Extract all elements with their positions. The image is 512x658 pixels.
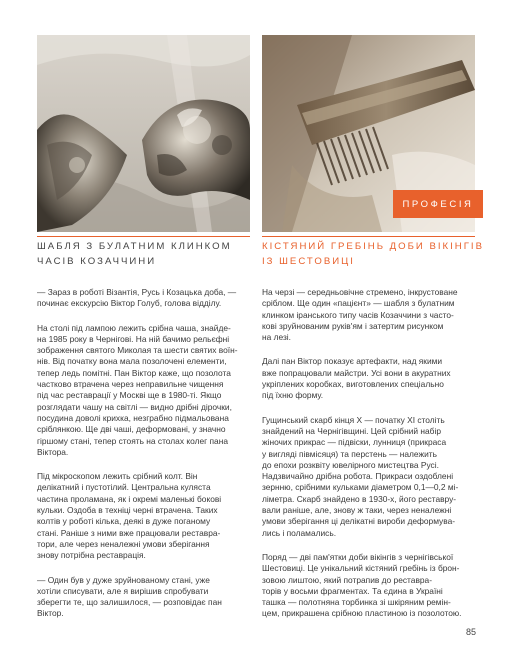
sabre-photo-image	[37, 35, 250, 232]
paragraph	[37, 575, 257, 620]
text-line: знайдений на Чернігівщині. Цей срібний набір	[262, 425, 441, 436]
paragraph	[262, 287, 482, 343]
text-line: Гущинський скарб кінця X — початку XI століть	[262, 414, 445, 425]
caption-divider-right	[262, 236, 475, 237]
text-line: знову потрібна реставрація.	[37, 550, 146, 561]
text-line: тори, але через неналежні умови зберігання	[37, 538, 210, 549]
text-line: на лезі.	[262, 332, 291, 343]
paragraph	[262, 552, 482, 620]
text-line: Шестовиці. Це унікальний кістяний гребінь із брон-	[262, 563, 460, 574]
text-line: починає екскурсію Віктор Голуб, голова відділу.	[37, 298, 222, 309]
text-line: Надзвичайно дрібна робота. Прикраси оздоблені	[262, 471, 454, 482]
paragraph	[37, 323, 257, 459]
paragraph	[262, 356, 482, 401]
text-line: у вигляді півмісяця) та перстень — належить	[262, 448, 437, 459]
photo-sabre	[37, 35, 250, 232]
text-line: Віктор.	[37, 608, 64, 619]
text-line: — Зараз в роботі Візантія, Русь і Козацька доба, —	[37, 287, 237, 297]
text-line: стані. Раніше з ними вже працювали реставра-	[37, 527, 221, 538]
text-line: Віктора.	[37, 446, 69, 457]
paragraph	[37, 287, 257, 310]
text-line: колтів у роботі кілька, деякі в дуже поганому	[37, 516, 211, 527]
text-line: частина проламана, як і окремі маленькі бокові	[37, 493, 222, 504]
text-line: укріплених коробках, виготовлених спеціально	[262, 379, 444, 390]
caption-line: ІЗ ШЕСТОВИЦІ	[262, 255, 355, 267]
text-line: нів. Від початку вона мала позолочені елементи,	[37, 356, 227, 367]
text-line: зернню, срібними кульками діаметром 0,1—0,2 мі-	[262, 482, 459, 493]
paragraph	[37, 471, 257, 561]
text-line: кульки. Оздоба в техніці черні втрачена. Таких	[37, 505, 218, 516]
text-line: Поряд — дві пам'ятки доби вікінгів з чернігівської	[262, 551, 454, 562]
caption-divider-left	[37, 236, 250, 237]
text-line: Під мікроскопом лежить срібний колт. Він	[37, 471, 198, 482]
text-line: вали раніше, але, знову ж таки, через неналежні	[262, 505, 452, 516]
text-line: На столі під лампою лежить срібна чаша, знайде-	[37, 322, 231, 333]
text-line: зображення святого Миколая та шести святих воїн-	[37, 345, 238, 356]
text-line: делікатний і пустотілий. Центральна кулястa	[37, 482, 211, 493]
text-line: частково втрачена через неправильне чищення	[37, 379, 224, 390]
text-line: умови зберігання ці делікатні вироби деформува-	[262, 516, 456, 527]
text-line: зберегти те, що залишилося, — розповідає пан	[37, 597, 222, 608]
paragraph	[262, 415, 482, 539]
text-line: посудина доволі крихка, незграбно підмальована	[37, 412, 229, 423]
caption-sabre	[37, 240, 252, 269]
text-line: зовою лиштою, який потрапив до реставра-	[262, 574, 433, 585]
text-line: цем, прикрашена срібною пластиною із позолотою.	[262, 608, 462, 619]
text-line: гіршому стані, тепер стоять на столах колег пана	[37, 435, 228, 446]
caption-comb	[262, 240, 484, 269]
text-column-right	[262, 287, 482, 633]
text-line: лись і поламались.	[262, 527, 337, 538]
caption-line: ЧАСІВ КОЗАЧЧИНИ	[37, 255, 157, 267]
text-line: розглядати чашу на світлі — видно дрібні дірочки,	[37, 401, 232, 412]
text-line: жіночих прикрас — підвіски, лунниця (прикраса	[262, 437, 447, 448]
text-line: ташка — полотняна торбинка зі шкіряним ремін-	[262, 597, 451, 608]
text-line: На черзі — середньовічне стремено, інкрустоване	[262, 287, 458, 297]
text-line: Далі пан Віктор показує артефакти, над якими	[262, 356, 443, 367]
caption-line: ШАБЛЯ З БУЛАТНИМ КЛИНКОМ	[37, 241, 232, 252]
text-column-left	[37, 287, 257, 633]
text-line: торів у восьми фрагментах. Та єдина в Україні	[262, 585, 443, 596]
text-line: під час реставрації у Москві ще в 1980-ті. Якщо	[37, 390, 222, 401]
text-line: ліметра. Скарб знайдено в 1930-х, його реставру-	[262, 493, 457, 504]
caption-line: КІСТЯНИЙ ГРЕБІНЬ ДОБИ ВІКІНГІВ	[262, 241, 484, 252]
section-badge: ПРОФЕСІЯ	[393, 190, 483, 218]
text-line: сріблянкою. Ще дві чаші, деформовані, у значно	[37, 424, 226, 435]
text-line: кові зруйнованим руків'ям і затертим рисунком	[262, 320, 444, 331]
text-line: сріблом. Ще один «пацієнт» — шабля з булатним	[262, 298, 455, 309]
page-number: 85	[465, 627, 476, 637]
text-line: клинком іранського типу часів Козаччини з часто-	[262, 309, 454, 320]
text-line: вже попрацювали майстри. Усі вони в акуратних	[262, 367, 451, 378]
text-line: — Один був у дуже зруйнованому стані, уже	[37, 574, 210, 585]
text-line: під їхню форму.	[262, 390, 324, 401]
text-line: тепер ледь помітні. Пан Віктор каже, що позолота	[37, 367, 231, 378]
text-line: на 1985 року в Чернігові. На ній бачимо рельєфні	[37, 333, 230, 344]
text-line: до епохи розквіту ювелірного мистецтва Русі.	[262, 459, 439, 470]
text-line: хотіли списувати, але я вирішив спробувати	[37, 585, 209, 596]
